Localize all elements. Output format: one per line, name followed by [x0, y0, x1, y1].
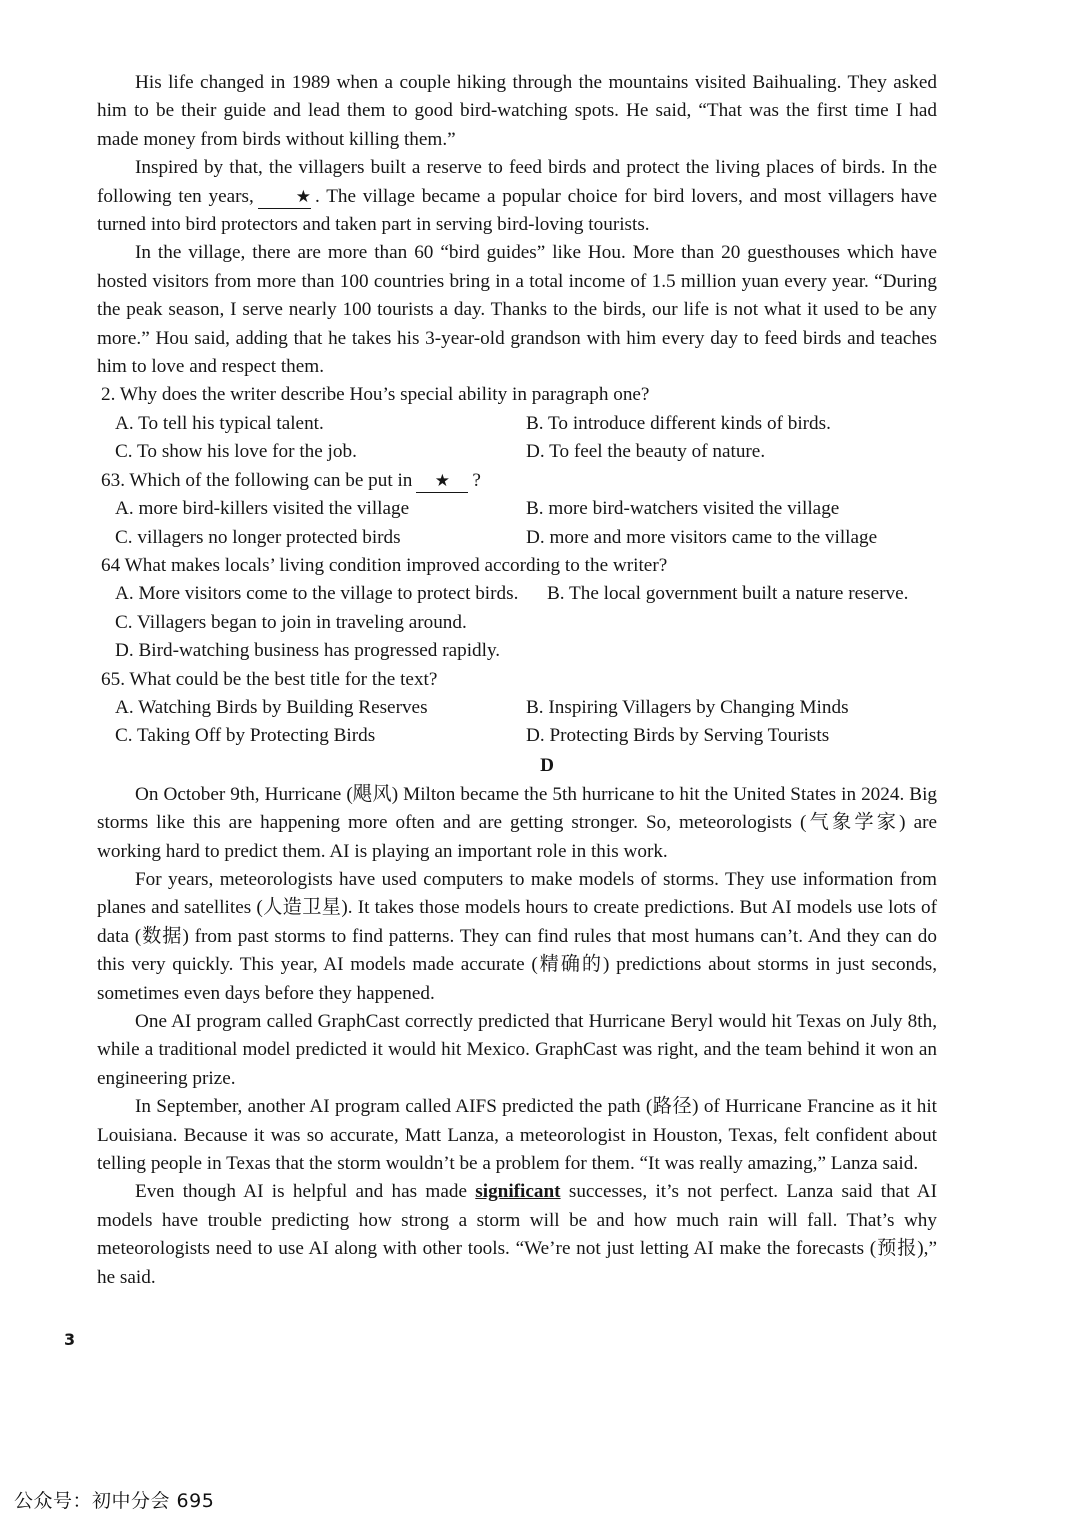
option-b: B. To introduce different kinds of birds.	[526, 412, 831, 434]
paragraph-text: Inspired by that, the villagers built a reserve to feed birds and protect the living places of birds. In the following ten years,	[97, 157, 937, 207]
passage-d-paragraph-3: One AI program called GraphCast correctly predicted that Hurricane Beryl would hit Texas on July 8th, while a traditional model predicted it would hit Mexico. GraphCast was right, and the team behind it won an engineering prize.	[97, 1011, 937, 1089]
option-row	[97, 410, 937, 438]
option-c: C. To show his love for the job.	[115, 441, 357, 463]
question-63	[97, 467, 937, 552]
option-row	[97, 580, 937, 608]
passage-d-paragraph-5	[97, 1178, 937, 1292]
option-a: A. more bird-killers visited the village	[115, 498, 410, 520]
question-stem: 2. Why does the writer describe Hou’s special ability in paragraph one?	[101, 384, 650, 406]
star-icon: ★	[434, 470, 451, 491]
question-mark: ?	[472, 469, 481, 491]
watermark-text: 公众号：初中分会 695	[14, 1490, 215, 1512]
section-heading-d: D	[540, 754, 554, 776]
passage-d-paragraph-1: On October 9th, Hurricane (飓风) Milton became the 5th hurricane to hit the United States in 2024. Big storms like this are happening more often and are getting stronger. So, meteorologists (气象学家) are working hard to predict them. AI is playing an important role in this work.	[97, 783, 937, 862]
option-c: C. villagers no longer protected birds	[115, 526, 401, 548]
option-b: B. more bird-watchers visited the village	[526, 498, 840, 520]
question-65	[97, 666, 937, 751]
passage-d-paragraph-4: In September, another AI program called AIFS predicted the path (路径) of Hurricane Francine as it hit Louisiana. Because it was so accurate, Matt Lanza, a meteorologist in Houston, Texas, felt confident about telling people in Texas that the storm wouldn’t be a problem for them. “It was really amazing,” Lanza said.	[97, 1096, 937, 1175]
option-row	[97, 694, 937, 722]
question-64	[97, 552, 937, 666]
question-stem: 64 What makes locals’ living condition improved according to the writer?	[101, 554, 668, 576]
option-d: D. Protecting Birds by Serving Tourists	[526, 725, 830, 747]
answer-blank	[258, 186, 311, 209]
option-c: C. Villagers began to join in traveling around.	[115, 611, 467, 633]
page-number: 3	[64, 1330, 76, 1349]
passage-c-paragraph-3: In the village, there are more than 60 “bird guides” like Hou. More than 20 guesthouses which have hosted visitors from more than 100 countries bring in a total income of 1.5 million yuan every year. “During the peak season, I serve nearly 100 tourists a day. Thanks to the birds, our life is not what it used to be any more.” Hou said, adding that he takes his 3-year-old grandson with him every day to feed birds and teaches him to love and respect them.	[97, 242, 937, 378]
option-a: A. Watching Birds by Building Reserves	[115, 696, 428, 718]
question-stem: 65. What could be the best title for the text?	[101, 668, 438, 690]
option-a: A. More visitors come to the village to protect birds.	[115, 583, 519, 605]
answer-blank	[416, 470, 468, 493]
question-62	[97, 381, 937, 466]
star-icon: ★	[295, 186, 312, 207]
paragraph-text: successes, it’s not perfect. Lanza said that AI models have trouble predicting how strong a storm will be and how much rain will fall. That’s why meteorologists need to use AI along with other tools. “We’re not just letting AI make the forecasts (预报),” he said.	[97, 1181, 938, 1288]
paragraph-text: Even though AI is helpful and has made	[135, 1181, 467, 1203]
paragraph-text: . The village became a popular choice for bird lovers, and most villagers have turned into bird protectors and taken part in serving bird-loving tourists.	[97, 185, 937, 236]
question-stem	[97, 467, 937, 495]
option-c: C. Taking Off by Protecting Birds	[115, 725, 376, 747]
highlighted-word: significant	[475, 1181, 561, 1203]
option-b: B. Inspiring Villagers by Changing Minds	[526, 696, 849, 718]
option-row	[97, 438, 937, 466]
option-d: D. more and more visitors came to the village	[526, 526, 878, 548]
option-d: D. To feel the beauty of nature.	[526, 441, 766, 463]
reading-section	[97, 69, 937, 1292]
option-row	[97, 495, 937, 523]
passage-c-paragraph-2	[97, 154, 937, 239]
option-row	[97, 722, 937, 750]
passage-c-paragraph-1: His life changed in 1989 when a couple hiking through the mountains visited Baihualing. They asked him to be their guide and lead them to good bird-watching spots. He said, “That was the first time I had made money from birds without killing them.”	[97, 72, 937, 150]
option-b: B. The local government built a nature reserve.	[547, 583, 909, 605]
option-d: D. Bird-watching business has progressed rapidly.	[115, 640, 501, 662]
question-text: 63. Which of the following can be put in	[101, 469, 413, 491]
passage-d-paragraph-2: For years, meteorologists have used computers to make models of storms. They use information from planes and satellites (人造卫星). It takes those models hours to create predictions. But AI models use lots of data (数据) from past storms to find patterns. They can find rules that most humans can’t. And they can do this very quickly. This year, AI models made accurate (精确的) predictions about storms in just seconds, sometimes even days before they happened.	[97, 868, 937, 1004]
option-row	[97, 524, 937, 552]
option-a: A. To tell his typical talent.	[115, 412, 324, 434]
